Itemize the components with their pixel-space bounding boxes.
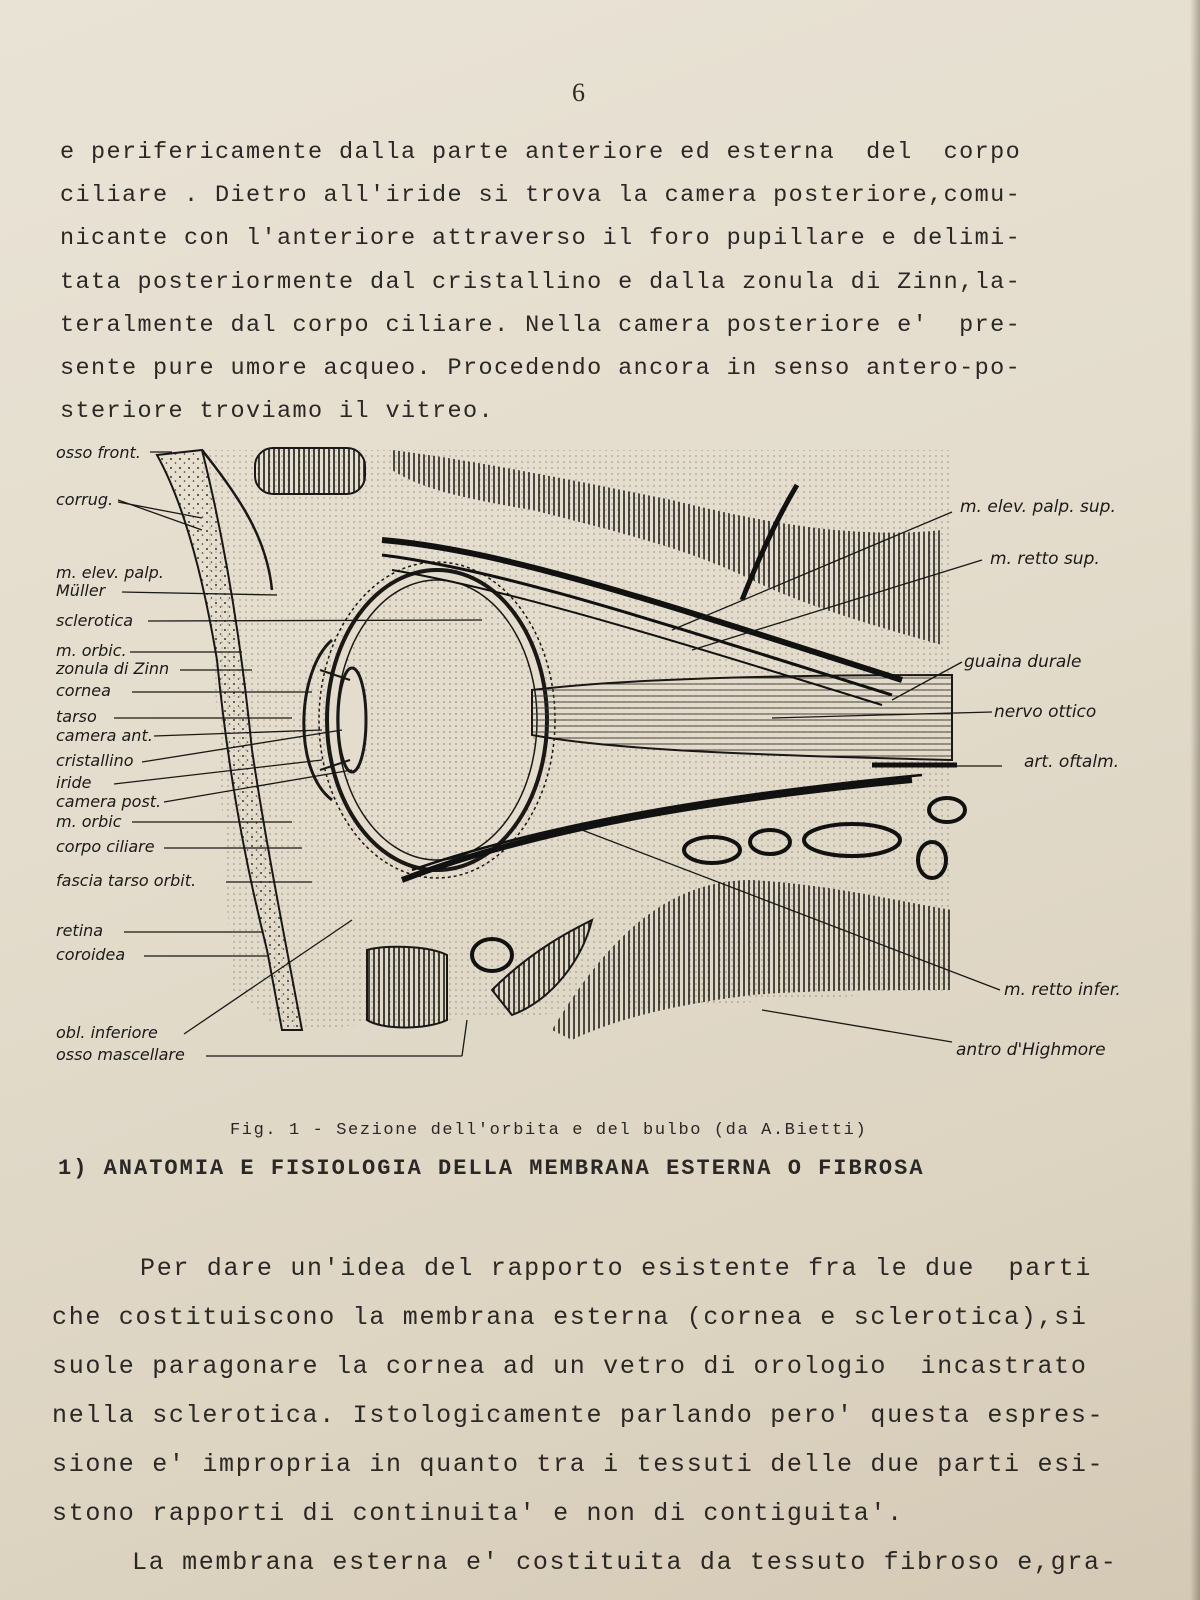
figure-label: m. retto sup. — [990, 549, 1100, 569]
figure-label: cornea — [56, 681, 111, 700]
figure-label: osso mascellare — [56, 1045, 185, 1064]
text-line: sione e' impropria in quanto tra i tessuti delle due parti esi- — [52, 1450, 1105, 1479]
figure-label: obl. inferiore — [56, 1023, 158, 1042]
figure-caption: Fig. 1 - Sezione dell'orbita e del bulbo (da A.Bietti) — [230, 1121, 868, 1140]
intro-paragraph — [60, 131, 1021, 433]
figure-label: fascia tarso orbit. — [56, 871, 197, 890]
section-heading: 1) ANATOMIA E FISIOLOGIA DELLA MEMBRANA ESTERNA O FIBROSA — [58, 1156, 925, 1181]
text-line: Per dare un'idea del rapporto esistente fra le due parti — [140, 1254, 1093, 1283]
figure-label: camera ant. — [56, 726, 153, 745]
figure-label: osso front. — [56, 443, 141, 462]
text-line: che costituiscono la membrana esterna (cornea e sclerotica),si — [52, 1303, 1088, 1332]
text-line: La membrana esterna e' costituita da tessuto fibroso e,gra- — [132, 1548, 1118, 1577]
text-line: teralmente dal corpo ciliare. Nella camera posteriore e' pre- — [60, 311, 1022, 339]
right-labels — [956, 497, 1121, 1060]
figure-label: antro d'Highmore — [956, 1040, 1106, 1060]
text-line: tata posteriormente dal cristallino e dalla zonula di Zinn,la- — [60, 268, 1022, 296]
figure-label: art. oftalm. — [1024, 752, 1120, 772]
figure-label: guaina durale — [964, 652, 1082, 672]
figure-label: sclerotica — [56, 611, 134, 630]
figure-label: cristallino — [56, 751, 134, 770]
page-number: 6 — [572, 78, 585, 107]
section-paragraph — [52, 1244, 1117, 1587]
text-line: nella sclerotica. Istologicamente parlando pero' questa espres- — [52, 1401, 1105, 1430]
figure-label: retina — [56, 921, 104, 940]
text-line: sente pure umore acqueo. Procedendo ancora in senso antero-po- — [60, 355, 1022, 383]
page-edge-shadow — [1190, 0, 1200, 1600]
figure-label: corpo ciliare — [56, 837, 155, 856]
figure-label: m. orbic — [56, 812, 122, 831]
figure-label: m. elev. palp. — [56, 563, 164, 582]
figure-label: zonula di Zinn — [56, 659, 170, 678]
text-line: nicante con l'anteriore attraverso il foro pupillare e delimi- — [60, 225, 1022, 253]
figure-label: nervo ottico — [994, 702, 1097, 722]
text-line: suole paragonare la cornea ad un vetro di orologio incastrato — [52, 1352, 1088, 1381]
figure-label: camera post. — [56, 792, 162, 811]
figure-label: m. elev. palp. sup. — [960, 497, 1116, 517]
text-line: ciliare . Dietro all'iride si trova la camera posteriore,comu- — [60, 182, 1022, 210]
figure-label: Müller — [56, 581, 106, 600]
figure-label: m. orbic. — [56, 641, 127, 660]
figure-label: coroidea — [56, 945, 126, 964]
orbit-illustration — [52, 430, 1162, 1090]
left-labels — [55, 443, 196, 1064]
figure-label: iride — [56, 773, 92, 792]
figure-label: tarso — [56, 707, 97, 726]
text-line: stono rapporti di continuita' e non di contiguita'. — [52, 1499, 904, 1528]
orbit-section-figure — [52, 430, 1162, 1090]
figure-label: m. retto infer. — [1004, 980, 1121, 1000]
figure-label: corrug. — [56, 490, 114, 509]
text-line: steriore troviamo il vitreo. — [60, 398, 495, 426]
text-line: e perifericamente dalla parte anteriore ed esterna del corpo — [60, 139, 1022, 166]
